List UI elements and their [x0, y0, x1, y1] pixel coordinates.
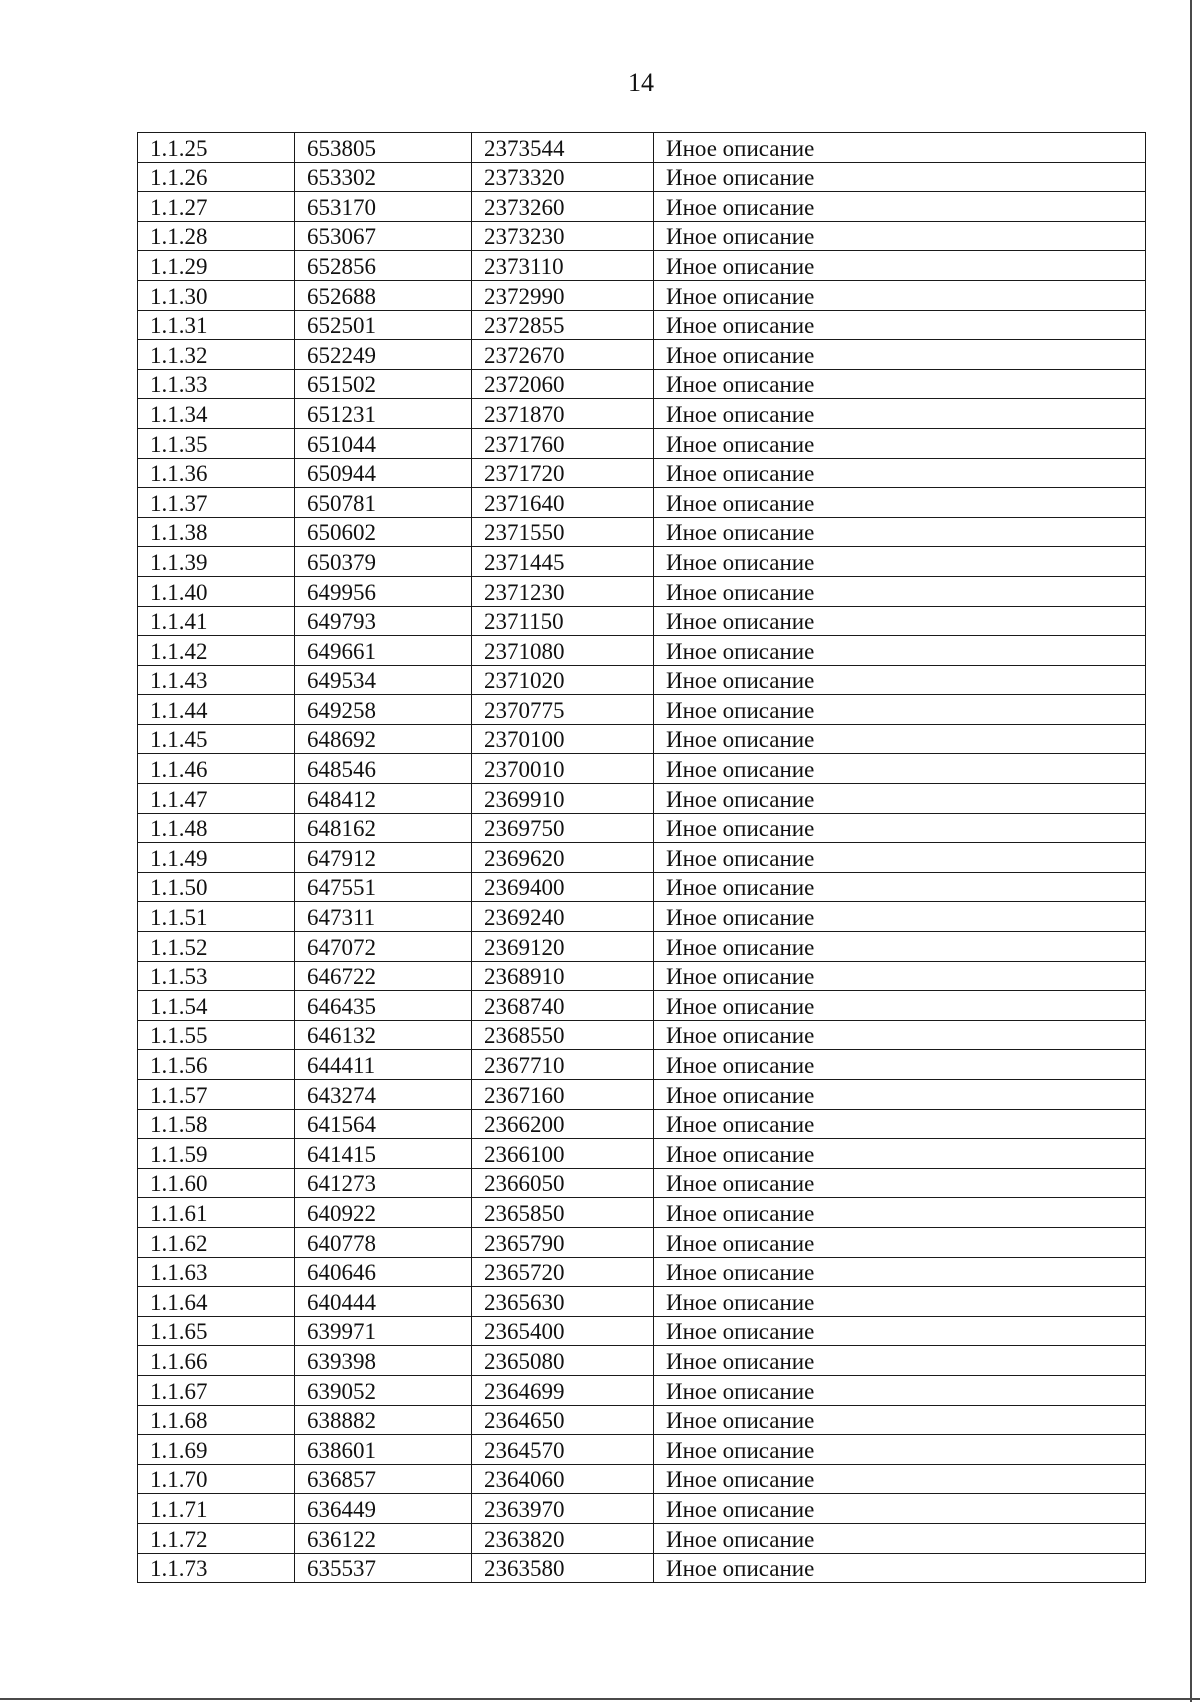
table-row [138, 488, 1146, 518]
description-cell: Иное описание [654, 1109, 1146, 1139]
table-row [138, 517, 1146, 547]
point-id-cell: 1.1.28 [138, 221, 295, 251]
table-row [138, 902, 1146, 932]
description-cell: Иное описание [654, 547, 1146, 577]
point-id-cell: 1.1.25 [138, 133, 295, 163]
x-coordinate-cell: 643274 [295, 1080, 472, 1110]
y-coordinate-cell: 2365850 [472, 1198, 654, 1228]
y-coordinate-cell: 2371445 [472, 547, 654, 577]
x-coordinate-cell: 648546 [295, 754, 472, 784]
y-coordinate-cell: 2370010 [472, 754, 654, 784]
point-id-cell: 1.1.29 [138, 251, 295, 281]
description-cell: Иное описание [654, 133, 1146, 163]
description-cell: Иное описание [654, 488, 1146, 518]
description-cell: Иное описание [654, 1139, 1146, 1169]
x-coordinate-cell: 636122 [295, 1523, 472, 1553]
table-row [138, 1080, 1146, 1110]
y-coordinate-cell: 2371640 [472, 488, 654, 518]
table-row [138, 251, 1146, 281]
y-coordinate-cell: 2363820 [472, 1523, 654, 1553]
point-id-cell: 1.1.58 [138, 1109, 295, 1139]
y-coordinate-cell: 2365720 [472, 1257, 654, 1287]
x-coordinate-cell: 653170 [295, 192, 472, 222]
x-coordinate-cell: 652501 [295, 310, 472, 340]
x-coordinate-cell: 649956 [295, 576, 472, 606]
y-coordinate-cell: 2371550 [472, 517, 654, 547]
x-coordinate-cell: 640646 [295, 1257, 472, 1287]
y-coordinate-cell: 2371020 [472, 665, 654, 695]
table-row [138, 1523, 1146, 1553]
x-coordinate-cell: 644411 [295, 1050, 472, 1080]
point-id-cell: 1.1.45 [138, 724, 295, 754]
point-id-cell: 1.1.48 [138, 813, 295, 843]
point-id-cell: 1.1.39 [138, 547, 295, 577]
point-id-cell: 1.1.32 [138, 340, 295, 370]
y-coordinate-cell: 2368910 [472, 961, 654, 991]
point-id-cell: 1.1.54 [138, 991, 295, 1021]
description-cell: Иное описание [654, 665, 1146, 695]
point-id-cell: 1.1.37 [138, 488, 295, 518]
table-row [138, 1139, 1146, 1169]
y-coordinate-cell: 2363580 [472, 1553, 654, 1583]
x-coordinate-cell: 641564 [295, 1109, 472, 1139]
y-coordinate-cell: 2372855 [472, 310, 654, 340]
table-row [138, 1198, 1146, 1228]
y-coordinate-cell: 2364650 [472, 1405, 654, 1435]
description-cell: Иное описание [654, 310, 1146, 340]
description-cell: Иное описание [654, 1168, 1146, 1198]
x-coordinate-cell: 638882 [295, 1405, 472, 1435]
table-row [138, 1494, 1146, 1524]
y-coordinate-cell: 2365630 [472, 1287, 654, 1317]
table-row [138, 932, 1146, 962]
description-cell: Иное описание [654, 991, 1146, 1021]
x-coordinate-cell: 647311 [295, 902, 472, 932]
table-row [138, 1435, 1146, 1465]
table-row [138, 428, 1146, 458]
table-row [138, 1405, 1146, 1435]
description-cell: Иное описание [654, 724, 1146, 754]
y-coordinate-cell: 2364570 [472, 1435, 654, 1465]
description-cell: Иное описание [654, 399, 1146, 429]
table-row [138, 636, 1146, 666]
table-row [138, 754, 1146, 784]
x-coordinate-cell: 639052 [295, 1375, 472, 1405]
description-cell: Иное описание [654, 192, 1146, 222]
y-coordinate-cell: 2363970 [472, 1494, 654, 1524]
description-cell: Иное описание [654, 606, 1146, 636]
description-cell: Иное описание [654, 1405, 1146, 1435]
table-row [138, 133, 1146, 163]
x-coordinate-cell: 641415 [295, 1139, 472, 1169]
x-coordinate-cell: 648692 [295, 724, 472, 754]
table-row [138, 1287, 1146, 1317]
point-id-cell: 1.1.70 [138, 1464, 295, 1494]
table-row [138, 1375, 1146, 1405]
x-coordinate-cell: 640778 [295, 1227, 472, 1257]
x-coordinate-cell: 638601 [295, 1435, 472, 1465]
y-coordinate-cell: 2364060 [472, 1464, 654, 1494]
point-id-cell: 1.1.53 [138, 961, 295, 991]
description-cell: Иное описание [654, 1050, 1146, 1080]
table-row [138, 162, 1146, 192]
description-cell: Иное описание [654, 1375, 1146, 1405]
point-id-cell: 1.1.40 [138, 576, 295, 606]
description-cell: Иное описание [654, 843, 1146, 873]
description-cell: Иное описание [654, 872, 1146, 902]
point-id-cell: 1.1.47 [138, 784, 295, 814]
x-coordinate-cell: 639398 [295, 1346, 472, 1376]
table-row [138, 576, 1146, 606]
point-id-cell: 1.1.30 [138, 280, 295, 310]
point-id-cell: 1.1.67 [138, 1375, 295, 1405]
x-coordinate-cell: 648162 [295, 813, 472, 843]
point-id-cell: 1.1.73 [138, 1553, 295, 1583]
table-row [138, 813, 1146, 843]
y-coordinate-cell: 2365400 [472, 1316, 654, 1346]
table-row [138, 695, 1146, 725]
point-id-cell: 1.1.66 [138, 1346, 295, 1376]
point-id-cell: 1.1.41 [138, 606, 295, 636]
description-cell: Иное описание [654, 961, 1146, 991]
x-coordinate-cell: 646132 [295, 1020, 472, 1050]
x-coordinate-cell: 647072 [295, 932, 472, 962]
description-cell: Иное описание [654, 902, 1146, 932]
y-coordinate-cell: 2372060 [472, 369, 654, 399]
description-cell: Иное описание [654, 754, 1146, 784]
y-coordinate-cell: 2366200 [472, 1109, 654, 1139]
table-row [138, 1020, 1146, 1050]
x-coordinate-cell: 650602 [295, 517, 472, 547]
point-id-cell: 1.1.65 [138, 1316, 295, 1346]
y-coordinate-cell: 2371080 [472, 636, 654, 666]
x-coordinate-cell: 649793 [295, 606, 472, 636]
x-coordinate-cell: 646722 [295, 961, 472, 991]
y-coordinate-cell: 2365080 [472, 1346, 654, 1376]
y-coordinate-cell: 2373320 [472, 162, 654, 192]
table-row [138, 340, 1146, 370]
description-cell: Иное описание [654, 1287, 1146, 1317]
table-row [138, 1346, 1146, 1376]
y-coordinate-cell: 2365790 [472, 1227, 654, 1257]
description-cell: Иное описание [654, 251, 1146, 281]
table-row [138, 1168, 1146, 1198]
description-cell: Иное описание [654, 636, 1146, 666]
point-id-cell: 1.1.36 [138, 458, 295, 488]
point-id-cell: 1.1.61 [138, 1198, 295, 1228]
y-coordinate-cell: 2367160 [472, 1080, 654, 1110]
description-cell: Иное описание [654, 1553, 1146, 1583]
x-coordinate-cell: 635537 [295, 1553, 472, 1583]
table-row [138, 1464, 1146, 1494]
description-cell: Иное описание [654, 1198, 1146, 1228]
x-coordinate-cell: 636449 [295, 1494, 472, 1524]
table-row [138, 1050, 1146, 1080]
x-coordinate-cell: 636857 [295, 1464, 472, 1494]
table-row [138, 369, 1146, 399]
y-coordinate-cell: 2368740 [472, 991, 654, 1021]
x-coordinate-cell: 639971 [295, 1316, 472, 1346]
point-id-cell: 1.1.33 [138, 369, 295, 399]
description-cell: Иное описание [654, 517, 1146, 547]
y-coordinate-cell: 2368550 [472, 1020, 654, 1050]
point-id-cell: 1.1.56 [138, 1050, 295, 1080]
point-id-cell: 1.1.55 [138, 1020, 295, 1050]
x-coordinate-cell: 653302 [295, 162, 472, 192]
description-cell: Иное описание [654, 280, 1146, 310]
y-coordinate-cell: 2369120 [472, 932, 654, 962]
table-row [138, 1109, 1146, 1139]
x-coordinate-cell: 653067 [295, 221, 472, 251]
description-cell: Иное описание [654, 1464, 1146, 1494]
x-coordinate-cell: 652249 [295, 340, 472, 370]
point-id-cell: 1.1.26 [138, 162, 295, 192]
x-coordinate-cell: 641273 [295, 1168, 472, 1198]
description-cell: Иное описание [654, 458, 1146, 488]
table-row [138, 606, 1146, 636]
y-coordinate-cell: 2366050 [472, 1168, 654, 1198]
point-id-cell: 1.1.42 [138, 636, 295, 666]
point-id-cell: 1.1.31 [138, 310, 295, 340]
point-id-cell: 1.1.72 [138, 1523, 295, 1553]
point-id-cell: 1.1.59 [138, 1139, 295, 1169]
y-coordinate-cell: 2373110 [472, 251, 654, 281]
table-row [138, 665, 1146, 695]
table-row [138, 872, 1146, 902]
description-cell: Иное описание [654, 1080, 1146, 1110]
x-coordinate-cell: 650781 [295, 488, 472, 518]
y-coordinate-cell: 2373230 [472, 221, 654, 251]
y-coordinate-cell: 2369750 [472, 813, 654, 843]
x-coordinate-cell: 647551 [295, 872, 472, 902]
table-body [138, 133, 1146, 1583]
y-coordinate-cell: 2373544 [472, 133, 654, 163]
x-coordinate-cell: 652688 [295, 280, 472, 310]
table-row [138, 1227, 1146, 1257]
x-coordinate-cell: 649661 [295, 636, 472, 666]
table-row [138, 961, 1146, 991]
x-coordinate-cell: 648412 [295, 784, 472, 814]
description-cell: Иное описание [654, 1316, 1146, 1346]
y-coordinate-cell: 2371720 [472, 458, 654, 488]
x-coordinate-cell: 651044 [295, 428, 472, 458]
description-cell: Иное описание [654, 1257, 1146, 1287]
point-id-cell: 1.1.46 [138, 754, 295, 784]
table-row [138, 458, 1146, 488]
description-cell: Иное описание [654, 1020, 1146, 1050]
y-coordinate-cell: 2371760 [472, 428, 654, 458]
y-coordinate-cell: 2372670 [472, 340, 654, 370]
description-cell: Иное описание [654, 340, 1146, 370]
coordinates-table [137, 132, 1146, 1583]
point-id-cell: 1.1.43 [138, 665, 295, 695]
table-row [138, 310, 1146, 340]
y-coordinate-cell: 2366100 [472, 1139, 654, 1169]
table-row [138, 221, 1146, 251]
y-coordinate-cell: 2369400 [472, 872, 654, 902]
y-coordinate-cell: 2367710 [472, 1050, 654, 1080]
table-row [138, 991, 1146, 1021]
x-coordinate-cell: 653805 [295, 133, 472, 163]
point-id-cell: 1.1.60 [138, 1168, 295, 1198]
description-cell: Иное описание [654, 1346, 1146, 1376]
point-id-cell: 1.1.51 [138, 902, 295, 932]
y-coordinate-cell: 2371230 [472, 576, 654, 606]
point-id-cell: 1.1.57 [138, 1080, 295, 1110]
point-id-cell: 1.1.50 [138, 872, 295, 902]
y-coordinate-cell: 2372990 [472, 280, 654, 310]
x-coordinate-cell: 652856 [295, 251, 472, 281]
point-id-cell: 1.1.64 [138, 1287, 295, 1317]
x-coordinate-cell: 649534 [295, 665, 472, 695]
table-row [138, 1316, 1146, 1346]
description-cell: Иное описание [654, 813, 1146, 843]
y-coordinate-cell: 2371150 [472, 606, 654, 636]
table-row [138, 784, 1146, 814]
y-coordinate-cell: 2370100 [472, 724, 654, 754]
point-id-cell: 1.1.44 [138, 695, 295, 725]
description-cell: Иное описание [654, 695, 1146, 725]
x-coordinate-cell: 647912 [295, 843, 472, 873]
y-coordinate-cell: 2373260 [472, 192, 654, 222]
description-cell: Иное описание [654, 932, 1146, 962]
point-id-cell: 1.1.71 [138, 1494, 295, 1524]
description-cell: Иное описание [654, 162, 1146, 192]
description-cell: Иное описание [654, 1227, 1146, 1257]
description-cell: Иное описание [654, 576, 1146, 606]
y-coordinate-cell: 2369620 [472, 843, 654, 873]
y-coordinate-cell: 2370775 [472, 695, 654, 725]
point-id-cell: 1.1.52 [138, 932, 295, 962]
table-row [138, 1553, 1146, 1583]
description-cell: Иное описание [654, 221, 1146, 251]
point-id-cell: 1.1.27 [138, 192, 295, 222]
table-row [138, 399, 1146, 429]
description-cell: Иное описание [654, 1435, 1146, 1465]
page-edge-bottom [0, 1698, 1200, 1700]
table-row [138, 1257, 1146, 1287]
point-id-cell: 1.1.63 [138, 1257, 295, 1287]
table-row [138, 280, 1146, 310]
point-id-cell: 1.1.34 [138, 399, 295, 429]
x-coordinate-cell: 640444 [295, 1287, 472, 1317]
description-cell: Иное описание [654, 1494, 1146, 1524]
page-number: 14 [628, 68, 654, 97]
x-coordinate-cell: 640922 [295, 1198, 472, 1228]
x-coordinate-cell: 650379 [295, 547, 472, 577]
point-id-cell: 1.1.49 [138, 843, 295, 873]
point-id-cell: 1.1.38 [138, 517, 295, 547]
point-id-cell: 1.1.69 [138, 1435, 295, 1465]
y-coordinate-cell: 2371870 [472, 399, 654, 429]
table-row [138, 843, 1146, 873]
description-cell: Иное описание [654, 369, 1146, 399]
table-row [138, 724, 1146, 754]
point-id-cell: 1.1.35 [138, 428, 295, 458]
point-id-cell: 1.1.68 [138, 1405, 295, 1435]
description-cell: Иное описание [654, 1523, 1146, 1553]
table-row [138, 547, 1146, 577]
x-coordinate-cell: 651231 [295, 399, 472, 429]
y-coordinate-cell: 2369240 [472, 902, 654, 932]
point-id-cell: 1.1.62 [138, 1227, 295, 1257]
description-cell: Иное описание [654, 428, 1146, 458]
table-row [138, 192, 1146, 222]
x-coordinate-cell: 650944 [295, 458, 472, 488]
y-coordinate-cell: 2369910 [472, 784, 654, 814]
x-coordinate-cell: 646435 [295, 991, 472, 1021]
page-edge-right [1190, 0, 1192, 1702]
description-cell: Иное описание [654, 784, 1146, 814]
x-coordinate-cell: 651502 [295, 369, 472, 399]
y-coordinate-cell: 2364699 [472, 1375, 654, 1405]
x-coordinate-cell: 649258 [295, 695, 472, 725]
